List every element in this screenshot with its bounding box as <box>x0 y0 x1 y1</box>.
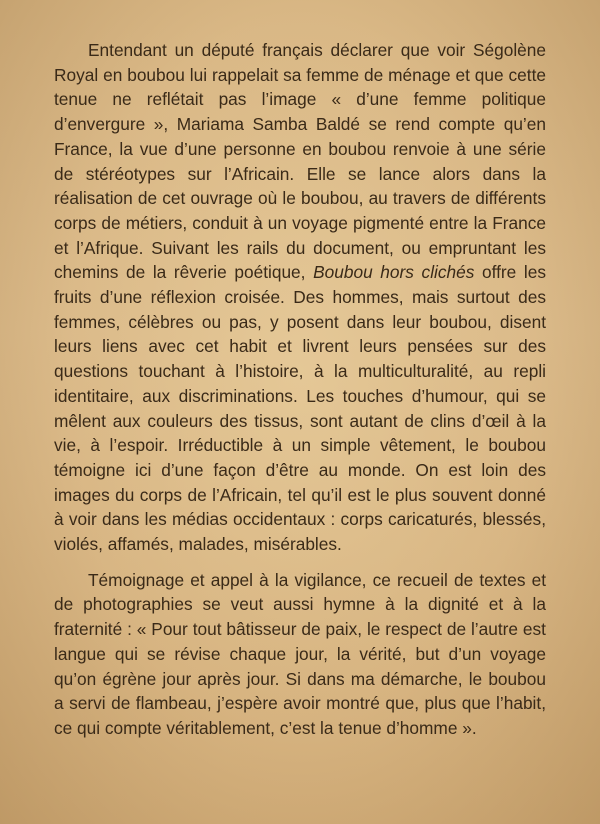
paragraph-1-text-b: offre les fruits d’une réflexion croisée. Des hommes, mais surtout des femmes, célèbres ou pas, y posent dans leur boubou, disent leurs liens avec cet habit et livrent leurs pensées sur des questions touchant à l’histoire, à la multiculturalité, au repli identitaire, aux discriminations. Les touches d’humour, qui se mêlent aux couleurs des tissus, sont autant de clins d’œil à la vie, à l’espoir. Irréductible à un simple vêtement, le boubou témoigne ici d’une façon d’être au monde. On est loin des images du corps de l’Africain, tel qu’il est le plus souvent donné à voir dans les médias occidentaux : corps caricaturés, blessés, violés, affamés, malades, misérables. <box>54 262 546 555</box>
paragraph-2 <box>54 568 546 741</box>
paragraph-2-text: Témoignage et appel à la vigilance, ce recueil de textes et de photographies se veut aussi hymne à la dignité et à la fraternité : « Pour tout bâtisseur de paix, le respect de l’autre est langue qui se révise chaque jour, la vérité, but d’un voyage qu’on égrène jour après jour. Si dans ma démarche, le boubou a servi de flambeau, j’espère avoir montré que, plus que l’habit, ce qui compte véritablement, c’est la tenue d’homme ». <box>54 569 546 738</box>
cover-text <box>54 38 546 741</box>
paragraph-1 <box>54 38 546 557</box>
paragraph-1-text-a: Entendant un député français déclarer que voir Ségolène Royal en boubou lui rappelait sa femme de ménage et que cette tenue ne reflétait pas l’image « d’une femme politique d’envergure », Mariama Samba Baldé se rend compte qu’en France, la vue d’une personne en boubou renvoie à une série de stéréotypes sur l’Africain. Elle se lance alors dans la réalisation de cet ouvrage où le boubou, au travers de différents corps de métiers, conduit à un voyage pigmenté entre la France et l’Afrique. Suivant les rails du document, ou empruntant les chemins de la rêverie poétique, <box>54 40 546 283</box>
book-title-italic: Boubou hors clichés <box>313 262 475 283</box>
